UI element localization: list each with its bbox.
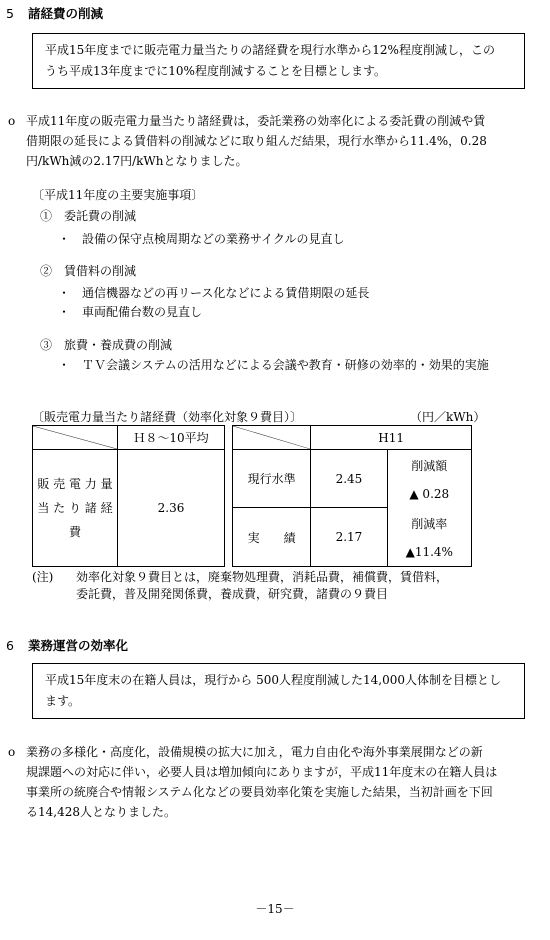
reduction-amount-value: ▲ 0.28 [409,487,450,502]
measure-item: ② 賃借料の削減 [40,264,137,278]
table-note [32,569,532,603]
measure-sub-item: ・ ＴＶ会議システムの活用などによる会議や教育・研修の効率的・効果的実施 [58,358,489,372]
measure-sub-item: ・ 車両配備台数の見直し [58,305,203,319]
row-label: 当 た り 諸 経 費 [37,501,113,539]
section-6-title [6,636,128,654]
reduction-cell [387,450,471,567]
goal-line: 平成15年度末の在籍人員は，現行から 500人程度削減した14,000人体制を目標とし [45,673,501,687]
diagonal-header-cell [233,426,311,450]
goal-line: 平成15年度までに販売電力量当たりの諸経費を現行水準から12%程度削減し，この [45,43,495,57]
current-level-label: 現行水準 [233,450,311,508]
measures-heading: 〔平成11年度の主要実施事項〕 [32,188,204,202]
table-caption: 〔販売電力量当たり諸経費（効率化対象９費目）〕 [32,410,303,424]
section-5-title [6,4,103,22]
para-line: る14,428人となりました。 [26,805,176,819]
note-label: (注) [32,570,54,584]
section-6-paragraph [8,742,538,826]
note-line: 委託費，普及開発関係費，養成費，研究費，諸費の９費目 [76,587,389,601]
goal-line: うち平成13年度までに10%程度削減することを目標とします。 [45,64,386,78]
section-heading: 諸経費の削減 [28,6,104,21]
reduction-rate-value: ▲11.4% [405,545,453,560]
bullet: o [8,114,16,128]
measure-sub-item: ・ 通信機器などの再リース化などによる賃借期限の延長 [58,286,370,300]
goal-line: ます。 [45,694,81,708]
measure-sub-item: ・ 設備の保守点検周期などの業務サイクルの見直し [58,232,345,246]
diagonal-line [233,426,310,449]
row-label: 販 売 電 力 量 [37,477,113,491]
section-5-paragraph [8,111,538,177]
actual-label: 実 績 [233,508,311,567]
para-line: 円/kWh減の2.17円/kWhとなりました。 [26,154,248,168]
table-unit: （円／kWh） [410,410,486,424]
row-label-cell [33,450,118,567]
diagonal-line [33,426,117,449]
diagonal-header-cell [33,426,118,450]
reduction-rate-label: 削減率 [411,516,448,531]
section-heading: 業務運営の効率化 [28,638,129,653]
cost-table-right [232,425,472,567]
measure-item: ① 委託費の削減 [40,209,137,223]
left-column-header: Ｈ８～10平均 [118,426,225,450]
cost-table-left [32,425,225,567]
page-number: －15－ [255,902,295,916]
left-value: 2.36 [118,450,225,567]
section-5-goal-box [32,33,525,89]
para-line: 借期限の延長による賃借料の削減などに取り組んだ結果，現行水準から11.4%，0.28 [26,134,487,148]
section-6-goal-box [32,663,525,719]
bullet: o [8,745,16,759]
para-line: 規課題への対応に伴い，必要人員は増加傾向にありますが，平成11年度末の在籍人員は [26,765,498,779]
note-line: 効率化対象９費目とは，廃棄物処理費，消耗品費，補償費，賃借料， [76,570,449,584]
current-level-value: 2.45 [311,450,387,508]
actual-value: 2.17 [311,508,387,567]
reduction-amount-label: 削減額 [411,458,448,473]
measure-item: ③ 旅費・養成費の削減 [40,338,173,352]
right-column-header: H11 [311,426,472,450]
para-line: 事業所の統廃合や情報システム化などの要員効率化策を実施した結果，当初計画を下回 [26,785,493,799]
section-number: 6 [6,638,14,653]
para-line: 平成11年度の販売電力量当たり諸経費は，委託業務の効率化による委託費の削減や賃 [26,114,486,128]
para-line: 業務の多様化・高度化，設備規模の拡大に加え，電力自由化や海外事業展開などの新 [26,745,483,759]
section-number: 5 [6,6,14,21]
